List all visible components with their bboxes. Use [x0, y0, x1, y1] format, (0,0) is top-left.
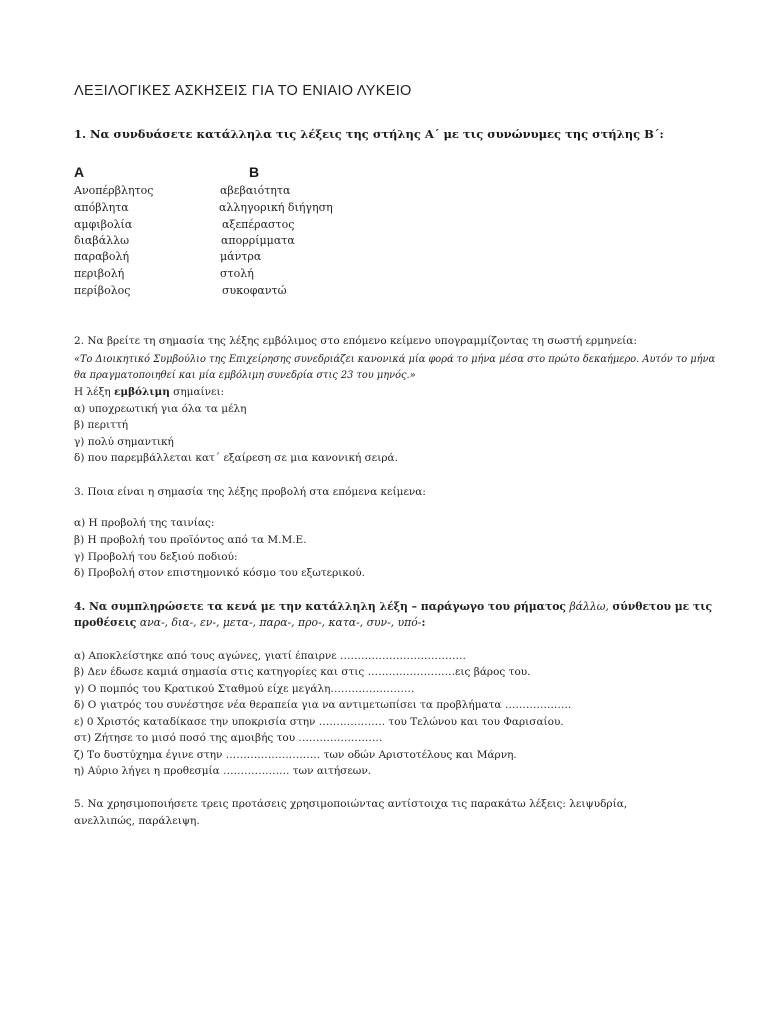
column-a-item: παραβολή — [74, 250, 130, 263]
exercise-4-item: δ) Ο γιατρός του συνέστησε νέα θεραπεία για να αντιμετωπίσει τα προβλήματα ………………. — [74, 699, 572, 711]
prompt-keyword: εμβόλιμη — [114, 386, 170, 398]
column-a-item: απόβλητα — [74, 201, 129, 214]
column-a-header: Α — [74, 164, 85, 180]
exercise-2-prompt — [74, 386, 224, 398]
exercise-2-option: γ) πολύ σημαντική — [74, 436, 174, 448]
exercise-2-instruction: 2. Να βρείτε τη σημασία της λέξης εμβόλιμος στο επόμενο κείμενο υπογραμμίζοντας τη σωστή ερμηνεία: — [74, 335, 637, 347]
exercise-4-item: στ) Ζήτησε το μισό ποσό της αμοιβής του …………………… — [74, 732, 383, 744]
instruction-bold: προθέσεις — [74, 616, 137, 629]
column-b-item: αξεπέραστος — [222, 218, 295, 231]
column-b-item: συκοφαντώ — [222, 284, 287, 297]
exercise-2-option: α) υποχρεωτική για όλα τα μέλη — [74, 403, 247, 415]
column-a-item: περιβολή — [74, 267, 125, 280]
column-b-header: Β — [249, 164, 260, 180]
page-title: ΛΕΞΙΛΟΓΙΚΕΣ ΑΣΚΗΣΕΙΣ ΓΙΑ ΤΟ ΕΝΙΑΙΟ ΛΥΚΕΙΟ — [74, 83, 412, 99]
exercise-3-option: γ) Προβολή του δεξιού ποδιού: — [74, 551, 238, 563]
exercise-2-option: δ) που παρεμβάλλεται κατ΄ εξαίρεση σε μια κανονική σειρά. — [74, 452, 398, 464]
instruction-prefixes: ανα-, δια-, εν-, μετα-, παρα-, προ-, κατα-, συν-, υπό- — [139, 616, 422, 629]
exercise-5-instruction-line: ανελλιπώς, παράλειψη. — [74, 815, 200, 827]
exercise-2-quote-line: «Το Διοικητικό Συμβούλιο της Επιχείρησης συνεδριάζει κανονικά μία φορά το μήνα μέσα στο πρώτο δεκαήμερο. Αυτόν το μήνα — [74, 354, 716, 365]
column-a-item: περίβολος — [74, 284, 131, 297]
exercise-4-item: β) Δεν έδωσε καμιά σημασία στις κατηγορίες και στις …………………….εις βάρος του. — [74, 666, 531, 678]
column-b-item: αβεβαιότητα — [220, 184, 291, 197]
exercise-4-item: γ) Ο πομπός του Κρατικού Σταθμού είχε μεγάλη…………………… — [74, 683, 415, 695]
instruction-bold: 4. Να συμπληρώσετε τα κενά με την κατάλληλη λέξη – παράγωγο του ρήματος — [74, 600, 566, 613]
exercise-3-option: δ) Προβολή στον επιστημονικό κόσμο του εξωτερικού. — [74, 567, 366, 579]
column-b-item: μάντρα — [220, 250, 262, 263]
column-a-item: Ανοπέρβλητος — [74, 184, 154, 197]
exercise-4-instruction-line — [74, 600, 712, 613]
exercise-2-quote-line: θα πραγματοποιηθεί και μία εμβόλιμη συνεδρία στις 23 του μηνός.» — [74, 370, 416, 381]
column-b-item: αλληγορική διήγηση — [219, 201, 333, 214]
exercise-5-instruction-line: 5. Να χρησιμοποιήσετε τρεις προτάσεις χρησιμοποιώντας αντίστοιχα τις παρακάτω λέξεις: λειψυδρία, — [74, 798, 628, 810]
exercise-4-item: ε) 0 Χριστός καταδίκασε την υποκρισία στην ………………. του Τελώνου και του Φαρισαίου. — [74, 716, 564, 728]
instruction-bold: σύνθετου με τις — [612, 600, 713, 613]
column-a-item: αμφιβολία — [74, 218, 133, 231]
exercise-4-instruction-line — [74, 616, 425, 629]
column-b-item: στολή — [220, 267, 254, 280]
instruction-colon: : — [421, 616, 426, 629]
exercise-4-item: ζ) Το δυστύχημα έγινε στην ……………………… των οδών Αριστοτέλους και Μάρνη. — [74, 749, 517, 761]
exercise-3-instruction: 3. Ποια είναι η σημασία της λέξης προβολή στα επόμενα κείμενα: — [74, 486, 426, 498]
column-b-item: απορρίμματα — [221, 234, 295, 247]
prompt-prefix: Η λέξη — [74, 386, 111, 398]
exercise-2-option: β) περιττή — [74, 419, 129, 431]
instruction-verb: βάλλω, — [569, 600, 609, 613]
exercise-3-option: β) Η προβολή του προϊόντος από τα Μ.Μ.Ε. — [74, 534, 307, 546]
exercise-4-item: α) Αποκλείστηκε από τους αγώνες, γιατί έπαιρνε ……………………………… — [74, 650, 467, 662]
exercise-4-item: η) Αύριο λήγει η προθεσμία ………………. των αιτήσεων. — [74, 765, 372, 777]
prompt-suffix: σημαίνει: — [173, 386, 225, 398]
column-a-item: διαβάλλω — [74, 234, 130, 247]
exercise-1-instruction: 1. Να συνδυάσετε κατάλληλα τις λέξεις της στήλης Α΄ με τις συνώνυμες της στήλης Β΄: — [74, 127, 664, 141]
exercise-3-option: α) Η προβολή της ταινίας: — [74, 517, 215, 529]
